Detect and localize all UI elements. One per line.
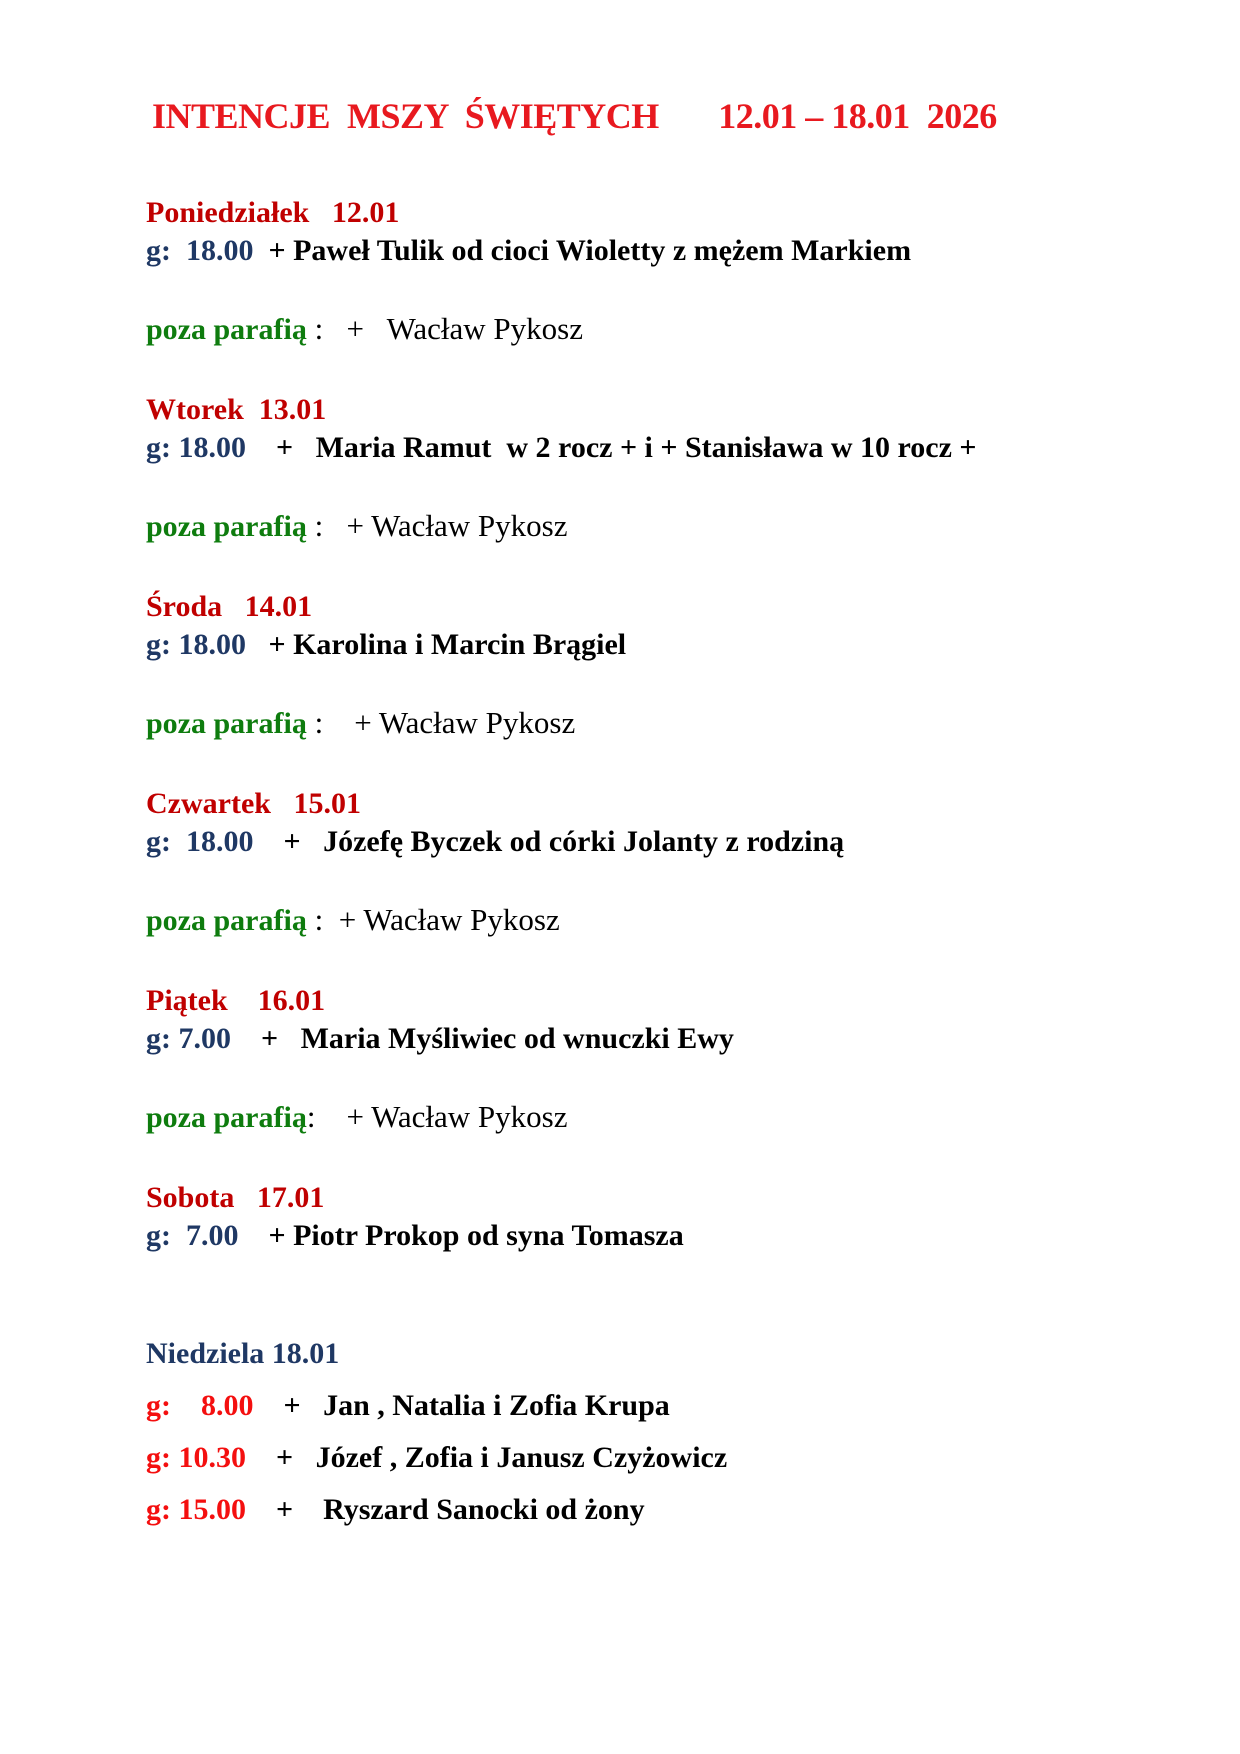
mass-line	[146, 1217, 1210, 1255]
poza-name: : + Wacław Pykosz	[306, 1099, 568, 1134]
mass-time: g: 7.00	[146, 1219, 239, 1252]
mass-intention: + Józef , Zofia i Janusz Czyżowicz	[246, 1441, 728, 1474]
mass-time: g: 10.30	[146, 1441, 246, 1474]
mass-line	[146, 626, 1210, 664]
mass-intention: + Ryszard Sanocki od żony	[246, 1493, 645, 1526]
section-saturday	[146, 1179, 1210, 1255]
mass-intention: + Paweł Tulik od cioci Wioletty z mężem Markiem	[253, 234, 912, 267]
poza-line	[146, 901, 1210, 940]
section-tuesday	[146, 391, 1210, 546]
day-header: Środa 14.01	[146, 590, 313, 623]
day-header: Piątek 16.01	[146, 984, 326, 1017]
mass-time: g: 18.00	[146, 234, 254, 267]
page-title: INTENCJE MSZY ŚWIĘTYCH 12.01 – 18.01 2026	[152, 96, 997, 136]
mass-intention: + Józefę Byczek od córki Jolanty z rodziną	[253, 825, 845, 858]
section-monday	[146, 194, 1210, 349]
mass-time: g: 18.00	[146, 628, 246, 661]
poza-line	[146, 1098, 1210, 1137]
mass-intention: + Maria Ramut w 2 rocz + i + Stanisława w 10 rocz +	[246, 431, 977, 464]
poza-name: : + Wacław Pykosz	[306, 311, 583, 346]
section-thursday	[146, 785, 1210, 940]
day-header: Wtorek 13.01	[146, 393, 327, 426]
poza-label: poza parafią	[146, 707, 307, 740]
mass-line	[146, 429, 1210, 467]
poza-label: poza parafią	[146, 313, 307, 346]
mass-intention: + Jan , Natalia i Zofia Krupa	[253, 1389, 670, 1422]
mass-intention: + Piotr Prokop od syna Tomasza	[238, 1219, 684, 1252]
mass-time: g: 18.00	[146, 431, 246, 464]
mass-line	[146, 1387, 1210, 1425]
section-wednesday	[146, 588, 1210, 743]
poza-line	[146, 507, 1210, 546]
mass-line	[146, 1020, 1210, 1058]
day-header: Niedziela 18.01	[146, 1337, 340, 1370]
day-header: Poniedziałek 12.01	[146, 196, 400, 229]
mass-time: g: 18.00	[146, 825, 254, 858]
mass-line	[146, 1439, 1210, 1477]
poza-name: : + Wacław Pykosz	[306, 705, 576, 740]
mass-time: g: 15.00	[146, 1493, 246, 1526]
poza-line	[146, 704, 1210, 743]
poza-name: : + Wacław Pykosz	[306, 508, 568, 543]
poza-label: poza parafią	[146, 510, 307, 543]
mass-line	[146, 232, 1210, 270]
mass-intention: + Maria Myśliwiec od wnuczki Ewy	[231, 1022, 734, 1055]
poza-label: poza parafią	[146, 904, 307, 937]
mass-line	[146, 823, 1210, 861]
section-friday	[146, 982, 1210, 1137]
section-sunday	[146, 1335, 1210, 1529]
mass-intention: + Karolina i Marcin Brągiel	[246, 628, 627, 661]
poza-label: poza parafią	[146, 1101, 307, 1134]
poza-line	[146, 310, 1210, 349]
mass-time: g: 8.00	[146, 1389, 254, 1422]
mass-time: g: 7.00	[146, 1022, 231, 1055]
day-header: Sobota 17.01	[146, 1181, 325, 1214]
poza-name: : + Wacław Pykosz	[306, 902, 560, 937]
mass-line	[146, 1491, 1210, 1529]
day-header: Czwartek 15.01	[146, 787, 361, 820]
